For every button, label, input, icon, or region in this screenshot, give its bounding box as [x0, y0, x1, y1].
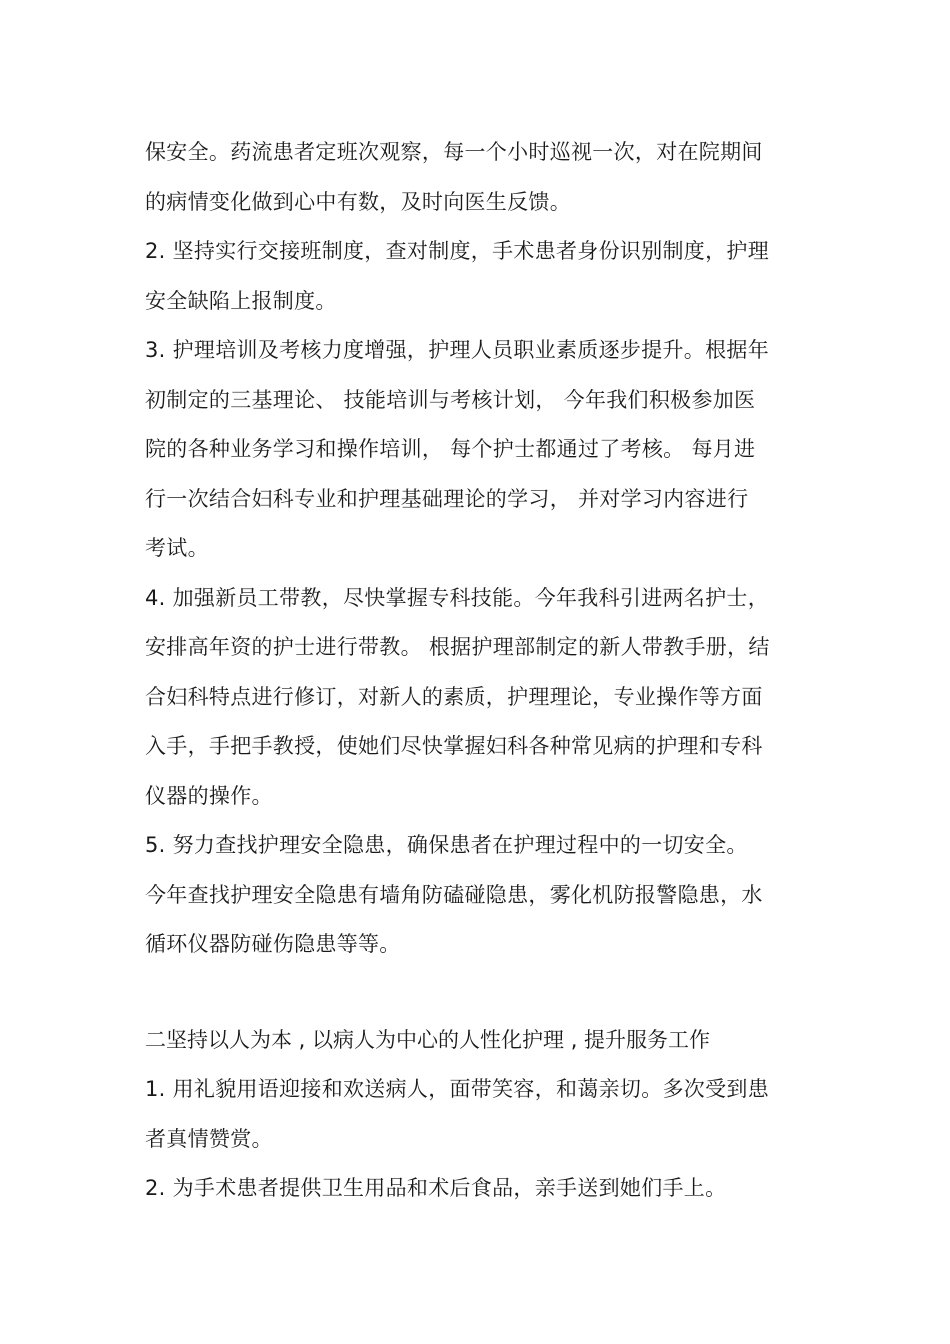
section-heading-text: 二坚持以人为本 , 以病人为中心的人性化护理 , 提升服务工作 [145, 1027, 711, 1052]
text-line: 2. 坚持实行交接班制度，查对制度，手术患者身份识别制度，护理 [145, 239, 770, 263]
text-line: 3. 护理培训及考核力度增强，护理人员职业素质逐步提升。根据年 [145, 338, 770, 362]
section-heading [145, 1016, 810, 1066]
section-item-2 [145, 1164, 810, 1214]
paragraph-item-5 [145, 821, 810, 871]
text-line: 保安全。药流患者定班次观察，每一个小时巡视一次，对在院期间 [145, 140, 763, 164]
text-line: 入手，手把手教授，使她们尽快掌握妇科各种常见病的护理和专科 [145, 734, 763, 758]
text-line: 仪器的操作。 [145, 783, 273, 808]
text-line: 行一次结合妇科专业和护理基础理论的学习， 并对学习内容进行 [145, 486, 749, 511]
text-line: 初制定的三基理论、 技能培训与考核计划， 今年我们积极参加医 [145, 387, 756, 412]
text-line: 安全缺陷上报制度。 [145, 288, 337, 313]
text-line: 5. 努力查找护理安全隐患，确保患者在护理过程中的一切安全。 [145, 833, 748, 857]
section-item-1 [145, 1065, 810, 1164]
paragraph-spacer [145, 970, 810, 1016]
paragraph-item-4 [145, 574, 810, 822]
text-line: 合妇科特点进行修订，对新人的素质，护理理论，专业操作等方面 [145, 684, 763, 709]
text-line: 的病情变化做到心中有数，及时向医生反馈。 [145, 189, 571, 214]
text-line: 循环仪器防碰伤隐患等等。 [145, 932, 401, 956]
paragraph-hazards [145, 871, 810, 970]
text-line: 1. 用礼貌用语迎接和欢送病人，面带笑容，和蔼亲切。多次受到患 [145, 1077, 770, 1101]
paragraph-item-2 [145, 227, 810, 326]
paragraph-safety-observation [145, 128, 810, 227]
document-body [145, 128, 810, 1214]
text-line: 者真情赞赏。 [145, 1126, 273, 1151]
paragraph-item-3 [145, 326, 810, 574]
text-line: 院的各种业务学习和操作培训， 每个护士都通过了考核。 每月进 [145, 437, 756, 461]
text-line: 2. 为手术患者提供卫生用品和术后食品，亲手送到她们手上。 [145, 1176, 727, 1200]
text-line: 考试。 [145, 536, 209, 560]
text-line: 安排高年资的护士进行带教。 根据护理部制定的新人带教手册，结 [145, 635, 770, 659]
text-line: 今年查找护理安全隐患有墙角防磕碰隐患，雾化机防报警隐患，水 [145, 882, 763, 907]
text-line: 4. 加强新员工带教，尽快掌握专科技能。今年我科引进两名护士， [145, 585, 770, 610]
